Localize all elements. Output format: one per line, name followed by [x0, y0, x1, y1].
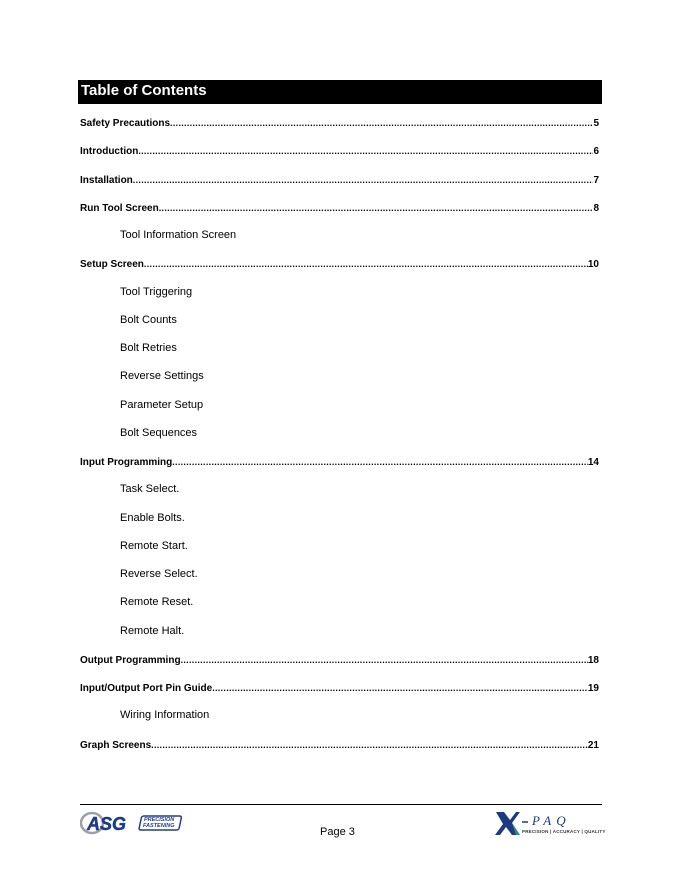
toc-entry-title: Installation — [80, 175, 133, 186]
toc-subentry[interactable]: Bolt Sequences — [120, 427, 198, 439]
toc-page-number: 7 — [593, 175, 599, 186]
toc-page-number: 6 — [593, 146, 599, 157]
toc-entry-title: Input Programming — [80, 457, 173, 468]
svg-text:PAQ: PAQ — [532, 813, 571, 828]
toc-leader-dots — [133, 173, 594, 187]
toc-entry[interactable] — [80, 201, 599, 215]
toc-leader-dots — [138, 144, 593, 158]
svg-text:ASG: ASG — [87, 814, 127, 834]
toc-entry-title: Setup Screen — [80, 259, 144, 270]
toc-page-number: 19 — [587, 683, 599, 694]
toc-leader-dots — [159, 201, 594, 215]
toc-page-number: 10 — [587, 259, 599, 270]
toc-page-number: 5 — [593, 118, 599, 129]
toc-entry-title: Input/Output Port Pin Guide — [80, 683, 213, 694]
toc-page-number: 14 — [587, 457, 599, 468]
toc-subentry[interactable]: Bolt Counts — [120, 314, 177, 326]
toc-subentry[interactable]: Remote Halt. — [120, 625, 185, 637]
toc-subentry[interactable]: Parameter Setup — [120, 399, 204, 411]
toc-title: Table of Contents — [81, 82, 207, 99]
toc-leader-dots — [170, 116, 593, 130]
asg-logo-sub-1: PRECISION — [144, 817, 175, 823]
toc-subentry[interactable]: Tool Information Screen — [120, 229, 237, 241]
toc-subentry[interactable]: Remote Reset. — [120, 596, 194, 608]
toc-page-number: 21 — [587, 740, 599, 751]
toc-leader-dots — [172, 455, 588, 469]
toc-entry[interactable] — [80, 116, 599, 130]
toc-entry-title: Safety Precautions — [80, 118, 171, 129]
asg-logo — [80, 810, 186, 836]
page-number: Page 3 — [320, 826, 355, 838]
toc-entry-title: Introduction — [80, 146, 139, 157]
toc-subentry[interactable]: Remote Start. — [120, 540, 188, 552]
toc-leader-dots — [144, 257, 588, 271]
xpaq-tagline: PRECISION | ACCURACY | QUALITY — [522, 829, 606, 834]
toc-leader-dots — [151, 738, 588, 752]
toc-subentry[interactable]: Enable Bolts. — [120, 512, 185, 524]
asg-logo-sub-2: FASTENING — [143, 823, 175, 829]
toc-page-number: 8 — [593, 203, 599, 214]
toc-leader-dots — [181, 653, 588, 667]
toc-entry[interactable] — [80, 681, 599, 695]
toc-entry[interactable] — [80, 257, 599, 271]
toc-subentry[interactable]: Bolt Retries — [120, 342, 177, 354]
toc-subentry[interactable]: Tool Triggering — [120, 286, 193, 298]
toc-subentry[interactable]: Reverse Settings — [120, 370, 204, 382]
toc-entry[interactable] — [80, 455, 599, 469]
toc-page-number: 18 — [587, 655, 599, 666]
toc-entry-title: Run Tool Screen — [80, 203, 159, 214]
toc-entry[interactable] — [80, 738, 599, 752]
toc-entry[interactable] — [80, 144, 599, 158]
toc-subentry[interactable]: Reverse Select. — [120, 568, 198, 580]
toc-subentry[interactable]: Wiring Information — [120, 709, 210, 721]
xpaq-logo — [492, 808, 606, 838]
toc-entry[interactable] — [80, 173, 599, 187]
toc-entry[interactable] — [80, 653, 599, 667]
toc-title-bar — [78, 80, 602, 104]
toc-entry-title: Graph Screens — [80, 740, 152, 751]
toc-subentry[interactable]: Task Select. — [120, 483, 180, 495]
footer-divider — [80, 804, 602, 805]
toc-leader-dots — [212, 681, 588, 695]
toc-entry-title: Output Programming — [80, 655, 181, 666]
